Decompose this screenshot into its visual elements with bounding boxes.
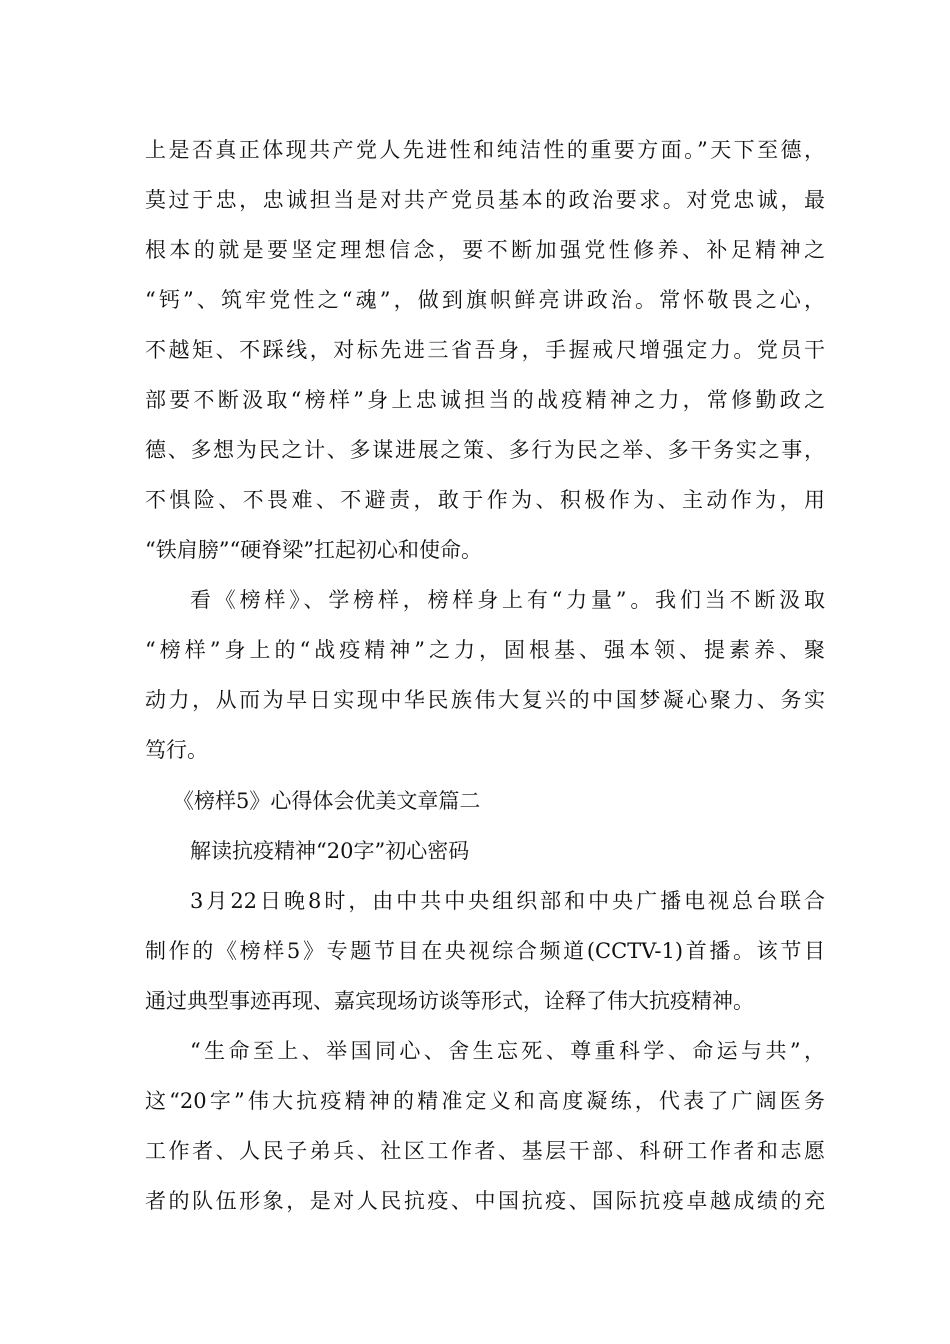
paragraph-first-line: 看《榜样》、学榜样，榜样身上有“力量”。我们当不断汲取 (190, 588, 825, 612)
body-text-line: 德、多想为民之计、多谋进展之策、多行为民之举、多干务实之事， (145, 438, 825, 462)
body-text-line: 上是否真正体现共产党人先进性和纯洁性的重要方面。”天下至德， (145, 138, 825, 162)
body-text-line: 根本的就是要坚定理想信念，要不断加强党性修养、补足精神之 (145, 238, 825, 262)
body-text-line: “铁肩膀”“硬脊梁”扛起初心和使命。 (145, 538, 482, 562)
section-heading: 《榜样5》心得体会优美文章篇二 (173, 789, 481, 813)
body-text-line: 动力，从而为早日实现中华民族伟大复兴的中国梦凝心聚力、务实 (145, 688, 825, 712)
body-text-line: 者的队伍形象，是对人民抗疫、中国抗疫、国际抗疫卓越成绩的充 (145, 1189, 825, 1213)
body-text-line: 通过典型事迹再现、嘉宾现场访谈等形式，诠释了伟大抗疫精神。 (145, 989, 754, 1013)
body-text-line: 笃行。 (145, 738, 208, 762)
body-text-line: “榜样”身上的“战疫精神”之力，固根基、强本领、提素养、聚 (145, 638, 825, 662)
article-title: 解读抗疫精神“20字”初心密码 (190, 839, 470, 863)
body-text-line: 制作的《榜样5》专题节目在央视综合频道(CCTV-1)首播。该节目 (145, 939, 825, 963)
body-text-line: 不惧险、不畏难、不避责，敢于作为、积极作为、主动作为，用 (145, 488, 825, 512)
body-text-line: 不越矩、不踩线，对标先进三省吾身，手握戒尺增强定力。党员干 (145, 338, 825, 362)
body-text-line: 部要不断汲取“榜样”身上忠诚担当的战疫精神之力，常修勤政之 (145, 388, 825, 412)
body-text-line: 莫过于忠，忠诚担当是对共产党员基本的政治要求。对党忠诚，最 (145, 188, 825, 212)
body-text-line: “钙”、筑牢党性之“魂”，做到旗帜鲜亮讲政治。常怀敬畏之心， (145, 288, 825, 312)
paragraph-first-line: 3月22日晚8时，由中共中央组织部和中央广播电视总台联合 (190, 889, 825, 913)
paragraph-first-line: “生命至上、举国同心、舍生忘死、尊重科学、命运与共”， (190, 1039, 825, 1063)
body-text-line: 这“20字”伟大抗疫精神的精准定义和高度凝练，代表了广阔医务 (145, 1089, 825, 1113)
body-text-line: 工作者、人民子弟兵、社区工作者、基层干部、科研工作者和志愿 (145, 1139, 825, 1163)
